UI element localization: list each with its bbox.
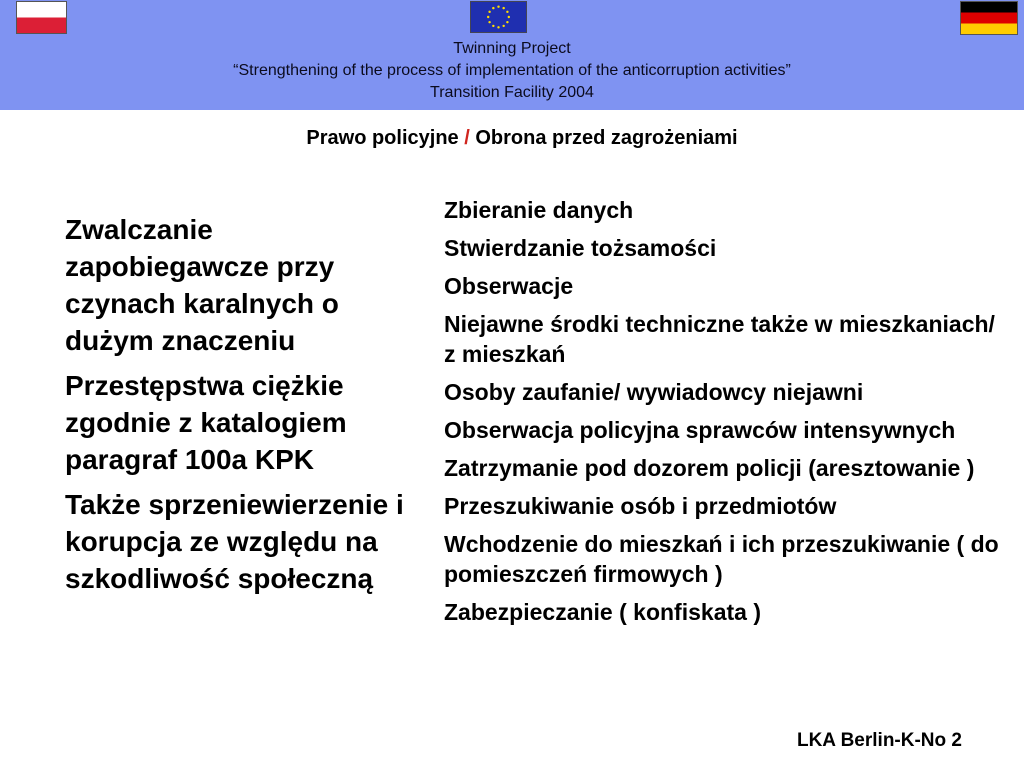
left-item: Także sprzeniewierzenie i korupcja ze względu na szkodliwość społeczną	[65, 489, 404, 594]
slide-title-part1: Prawo policyjne	[306, 127, 465, 149]
right-item: Przeszukiwanie osób i przedmiotów	[444, 493, 837, 519]
eu-flag-icon	[470, 1, 527, 33]
project-title: Twinning Project	[453, 40, 571, 57]
germany-flag-icon	[960, 1, 1018, 35]
right-item: Obserwacja policyjna sprawców intensywnych	[444, 417, 956, 443]
right-item: Wchodzenie do mieszkań i ich przeszukiwanie ( do pomieszczeń firmowych )	[444, 531, 999, 587]
poland-flag-icon	[16, 1, 67, 34]
project-description: “Strengthening of the process of implementation of the anticorruption activities”	[233, 62, 791, 79]
slide-title	[0, 127, 1024, 150]
left-column	[65, 211, 415, 605]
footer-label: LKA Berlin-K-No 2	[796, 730, 962, 751]
project-header	[0, 38, 1024, 104]
slide-title-part2: Obrona przed zagrożeniami	[469, 127, 738, 149]
project-program: Transition Facility 2004	[430, 84, 594, 101]
right-item: Niejawne środki techniczne także w mieszkaniach/ z mieszkań	[444, 311, 995, 367]
right-item: Zatrzymanie pod dozorem policji (aresztowanie )	[444, 455, 975, 481]
left-item: Przestępstwa ciężkie zgodnie z katalogiem paragraf 100a KPK	[65, 370, 347, 475]
right-item: Obserwacje	[444, 273, 574, 299]
header-banner	[0, 0, 1024, 110]
left-item: Zwalczanie zapobiegawcze przy czynach karalnych o dużym znaczeniu	[65, 214, 339, 356]
right-item: Stwierdzanie tożsamości	[444, 235, 717, 261]
right-item: Zabezpieczanie ( konfiskata )	[444, 599, 761, 625]
right-column	[444, 195, 1004, 635]
slide-title-separator: /	[464, 127, 470, 149]
right-item: Zbieranie danych	[444, 197, 634, 223]
right-item: Osoby zaufanie/ wywiadowcy niejawni	[444, 379, 864, 405]
